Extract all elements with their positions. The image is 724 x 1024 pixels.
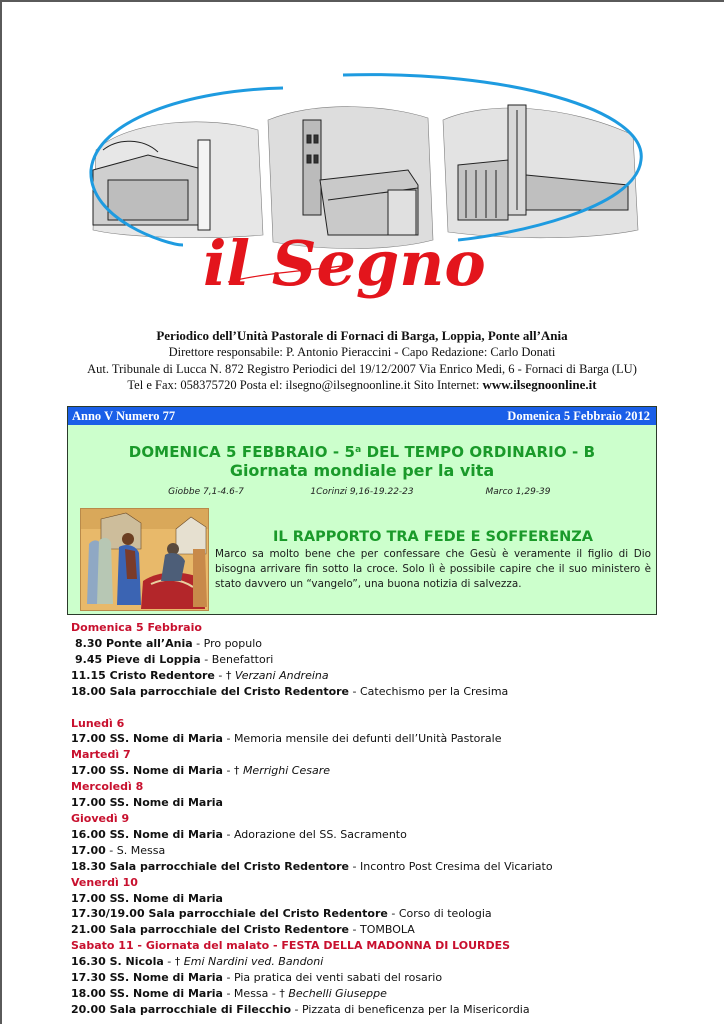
schedule-row [71,668,671,684]
day-label: Mercoledì 8 [71,780,144,794]
issue-number: Anno V Numero 77 [72,408,176,423]
event-separator: - [222,971,234,985]
event-description: Merrighi Cesare [242,764,331,778]
event-time: 17.00 [71,732,106,746]
event-description: Corso di teologia [398,907,492,921]
schedule-row [71,906,671,922]
event-place: SS. Nome di Maria [105,986,223,1000]
day-label: Sabato 11 - Giornata del malato - [71,939,282,953]
readings [68,487,656,497]
contact-text: Tel e Fax: 058375720 Posta el: ilsegno@ilsegnoonline.it Sito Internet: [127,378,483,392]
issue-date: Domenica 5 Febbraio 2012 [507,408,650,423]
masthead-illustration [88,60,648,320]
schedule-row [71,827,671,843]
schedule-row [71,891,671,907]
reading-3: Marco 1,29-39 [485,487,551,497]
day-heading [71,620,671,636]
event-description: Benefattori [211,652,274,666]
liturgy-title-post: DEL TEMPO ORDINARIO - B [361,443,596,461]
feast-label: FESTA DELLA MADONNA DI LOURDES [281,939,511,953]
day-label: Venerdì 10 [71,875,138,889]
event-place: Ponte all’Ania [102,636,193,650]
event-separator: - † [214,668,235,682]
event-separator: - [105,843,117,857]
event-separator: - [222,827,234,841]
weekly-schedule [71,620,671,1018]
event-description: Adorazione del SS. Sacramento [233,827,407,841]
day-label: Lunedì 6 [71,716,125,730]
schedule-row [71,986,671,1002]
event-description: TOMBOLA [360,923,415,937]
event-description: Pia pratica dei venti sabati del rosario [233,971,443,985]
event-description: Incontro Post Cresima del Vicariato [360,859,553,873]
issue-header-bar [68,407,656,425]
event-place: Sala parrocchiale del Cristo Redentore [105,684,350,698]
event-time: 17.00 [71,843,106,857]
schedule-row [71,843,671,859]
liturgy-title-sup: a [355,445,362,455]
registration-line: Aut. Tribunale di Lucca N. 872 Registro Periodici del 19/12/2007 Via Enrico Medi, 6 - Fornaci di Barga (LU) [87,361,637,376]
schedule-row [71,954,671,970]
event-place: Sala parrocchiale del Cristo Redentore [105,923,350,937]
event-time: 20.00 [71,1002,106,1016]
liturgy-title-pre: DOMENICA 5 FEBBRAIO - 5 [128,443,356,461]
event-time: 8.30 [75,636,103,650]
editors-line: Direttore responsabile: P. Antonio Pieraccini - Capo Redazione: Carlo Donati [168,345,556,359]
event-description: Verzani Andreina [234,668,329,682]
day-heading [71,716,671,732]
day-heading [71,811,671,827]
event-separator: - [200,652,212,666]
event-separator: - † [222,764,243,778]
logo-text: il Segno [203,227,486,300]
schedule-row [71,731,671,747]
event-description: Emi Nardini ved. Bandoni [183,955,324,969]
event-time: 16.00 [71,827,106,841]
contact-line [60,377,664,394]
event-separator: - [349,684,360,698]
website-link[interactable]: www.ilsegnoonline.it [482,377,597,392]
day-label: Giovedì 9 [71,811,130,825]
event-place: Cristo Redentore [105,668,215,682]
event-time: 9.45 [75,652,103,666]
event-place: SS. Nome di Maria [105,971,223,985]
event-place: SS. Nome di Maria [105,764,223,778]
event-separator: - [349,859,360,873]
day-heading [71,747,671,763]
issue-box [67,406,657,615]
event-time: 21.00 [71,923,106,937]
event-place: SS. Nome di Maria [105,827,223,841]
masthead [88,60,648,320]
schedule-row [71,922,671,938]
day-heading [71,938,671,954]
event-time: 17.00 [71,891,106,905]
event-time: 16.30 [71,955,106,969]
event-time: 17.30 [71,971,106,985]
gospel-painting-icon [81,509,209,611]
schedule-row [71,763,671,779]
event-time: 18.00 [71,986,106,1000]
liturgy-subtitle: Giornata mondiale per la vita [229,461,495,480]
schedule-row [71,859,671,875]
event-place: Sala parrocchiale del Cristo Redentore [144,907,388,921]
article-heading: IL RAPPORTO TRA FEDE E SOFFERENZA [273,529,593,545]
event-time: 17.30/19.00 [71,907,145,921]
event-separator: - [291,1002,302,1016]
event-description: Bechelli Giuseppe [288,986,387,1000]
event-separator: - [222,732,234,746]
event-place: SS. Nome di Maria [105,732,223,746]
event-place: SS. Nome di Maria [105,796,223,810]
publication-subtitle: Periodico dell’Unità Pastorale di Fornaci di Barga, Loppia, Ponte all’Ania [156,328,568,343]
liturgy-title [68,441,656,461]
schedule-row [71,970,671,986]
schedule-row [71,795,671,811]
event-time: 11.15 [71,668,106,682]
event-description: Pro populo [203,636,263,650]
event-description: Pizzata di beneficenza per la Misericordia [301,1002,530,1016]
schedule-row [71,1002,671,1018]
event-description: Catechismo per la Cresima [360,684,509,698]
event-description: Memoria mensile dei defunti dell’Unità Pastorale [233,732,502,746]
event-description: S. Messa [116,843,166,857]
day-heading [71,875,671,891]
event-time: 17.00 [71,796,106,810]
event-time: 18.30 [71,859,106,873]
event-place: Sala parrocchiale del Cristo Redentore [105,859,350,873]
schedule-row [71,636,671,652]
gospel-icon-image [80,508,209,611]
event-separator: - [349,923,360,937]
schedule-row [71,652,671,668]
day-heading [71,779,671,795]
publication-info [60,327,664,394]
event-separator: - † [163,955,184,969]
section-gap [71,700,671,716]
event-place: SS. Nome di Maria [105,891,223,905]
day-label: Domenica 5 Febbraio [71,621,202,634]
reading-2: 1Corinzi 9,16-19.22-23 [310,487,414,497]
day-label: Martedì 7 [71,748,131,762]
event-time: 17.00 [71,764,106,778]
schedule-row [71,684,671,700]
event-separator: - [387,907,399,921]
article-body: Marco sa molto bene che per confessare che Gesù è veramente il figlio di Dio bisogna arrivare fin sotto la croce. Solo lì è possibile capire che il suo ministero è stato davvero un “vangelo”, una buona notizia di salvezza. [215,548,651,590]
event-separator: - Messa - † [222,986,289,1000]
event-place: S. Nicola [105,955,164,969]
reading-1: Giobbe 7,1-4.6-7 [168,487,244,497]
event-time: 18.00 [71,684,106,698]
event-separator: - [192,636,204,650]
event-place: Sala parrocchiale di Filecchio [105,1002,292,1016]
event-place: Pieve di Loppia [102,652,201,666]
